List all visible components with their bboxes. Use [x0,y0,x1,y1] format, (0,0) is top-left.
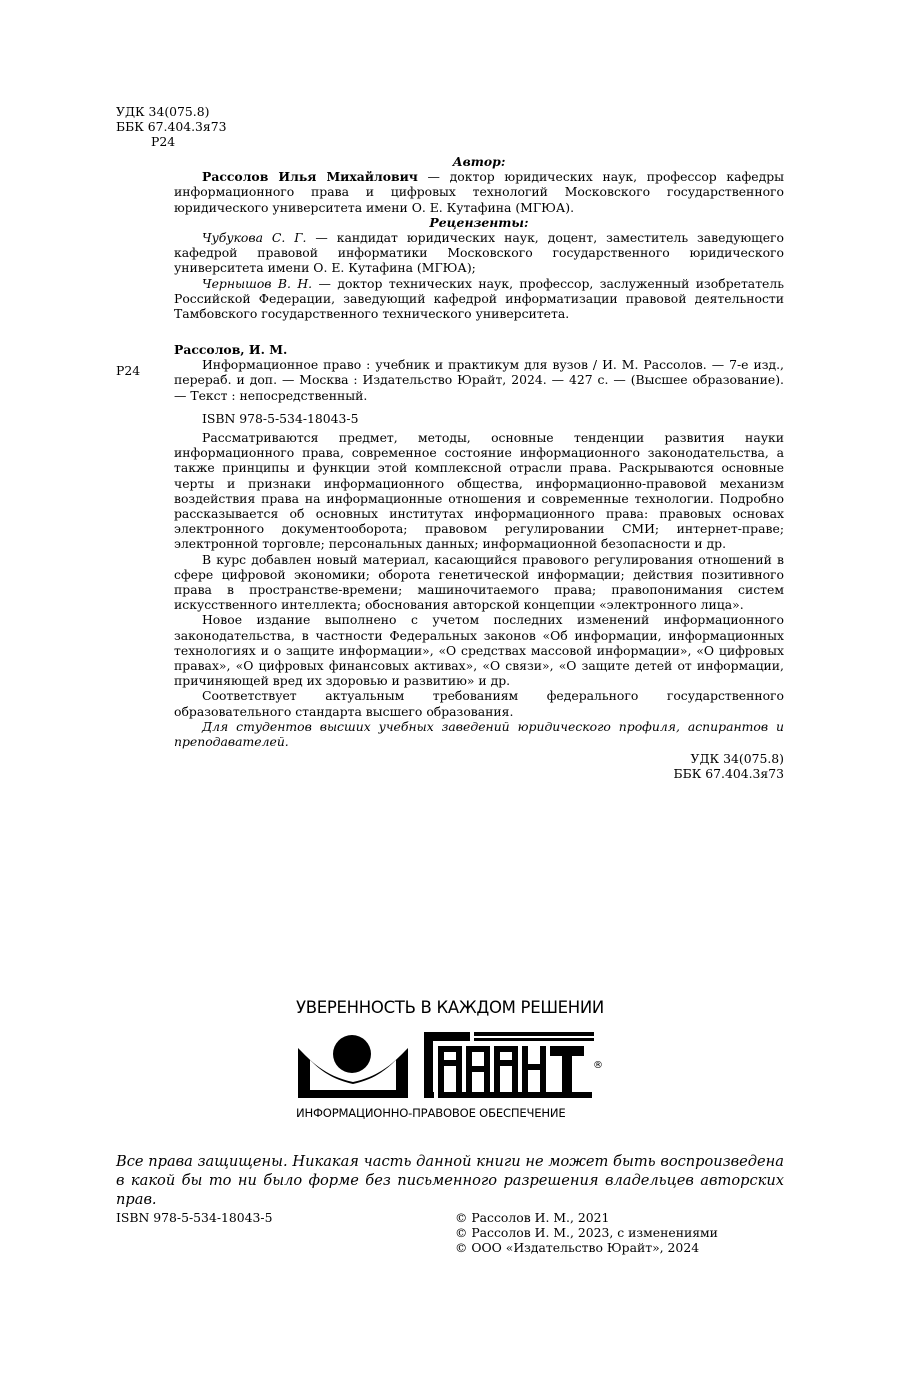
annotation-udk: УДК 34(075.8) [690,751,784,767]
annotation-paragraph: В курс добавлен новый материал, касающийся правового регулирования отношений в сфере цифровой экономики; оборота генетической информации; действия позитивного права в пространстве-времени; машиночитаемого права; правопонимания систем искусственного интеллекта; обоснования авторской концепции «электронного лица». [174,551,784,613]
annotation-bbk: ББК 67.404.3я73 [673,766,784,782]
bbk-code: ББК 67.404.3я73 [116,119,227,135]
author-mark: Р24 [151,134,176,150]
copyright-line: © Рассолов И. М., 2021 [455,1210,610,1225]
reviewers-heading: Рецензенты: [429,214,529,230]
registered-mark: ® [593,1060,603,1071]
rights-notice: Все права защищены. Никакая часть данной книги не может быть воспроизведена в какой бы то ни было форме без письменного разрешения владельцев авторских прав. [116,1153,784,1208]
reviewer-desc: — кандидат юридических наук, доцент, заместитель заведующего кафедрой правовой информатики Московского государственного юридического университета имени О. Е. Кутафина (МГЮА); [174,230,784,276]
bibliographic-record [174,342,784,426]
annotation-block [174,430,784,782]
bib-description: Информационное право : учебник и практикум для вузов / И. М. Рассолов. — 7-е изд., перераб. и доп. — Москва : Издательство Юрайт, 2024. — 427 с. — (Высшее образование). — Текст : непосредственный. [174,357,784,403]
margin-author-mark: Р24 [116,363,141,378]
garant-emblem-icon [298,1035,408,1098]
footer-isbn: ISBN 978-5-534-18043-5 [116,1210,273,1225]
author-heading: Автор: [452,154,506,169]
reviewer-name: Чернышов В. Н. [202,275,313,291]
reviewer-entry [174,276,784,322]
garant-tagline: ИНФОРМАЦИОННО-ПРАВОВОЕ ОБЕСПЕЧЕНИЕ [296,1106,566,1120]
reviewer-desc: — доктор технических наук, профессор, заслуженный изобретатель Российской Федерации, заведующий кафедрой информатизации правовой деятельности Тамбовского государственного технического университета. [174,275,784,322]
annotation-audience: Для студентов высших учебных заведений юридического профиля, аспирантов и преподавателей. [174,718,784,750]
author-desc: — доктор юридических наук, профессор кафедры информационного права и цифровых технологий Московского государственного юридического университета имени О. Е. Кутафина (МГЮА). [174,169,785,215]
garant-logo [296,1030,606,1102]
bib-isbn: ISBN 978-5-534-18043-5 [202,410,359,426]
annotation-paragraph: Новое издание выполнено с учетом последних изменений информационного законодательства, в частности Федеральных законов «Об информации, информационных технологиях и о защите информации», «О средствах массовой информации», «О цифровых правах», «О цифровых финансовых активах», «О связи», «О защите детей от информации, причиняющей вред их здоровью и развитию» и др. [174,612,784,689]
copyright-block [455,1210,718,1256]
annotation-paragraph: Рассматриваются предмет, методы, основные тенденции развития науки информационного права, современное состояние информационного законодательства, а также принципы и функции этой комплексной отрасли права. Раскрываются основные черты и признаки информационного общества, информационно-правовой механизм воздействия права на информационные отношения и современные технологии. Подробно рассказывается об основных институтах информационного права: правовых основах электронного документооборота; правовом регулировании СМИ; интернет-праве; электронной торговле; персональных данных; информационной безопасности и др. [174,430,784,552]
reviewer-entry [174,230,784,276]
annotation-paragraph: Соответствует актуальным требованиям федерального государственного образовательного стандарта высшего образования. [174,688,784,719]
author-name: Рассолов Илья Михайлович [202,169,418,185]
credits-block [174,154,784,321]
garant-brand-text: ГАРАНТ [301,1036,306,1037]
copyright-line: © Рассолов И. М., 2023, с изменениями [455,1225,718,1241]
garant-slogan: УВЕРЕННОСТЬ В КАЖДОМ РЕШЕНИИ [296,998,604,1017]
copyright-line: © ООО «Издательство Юрайт», 2024 [455,1240,700,1256]
author-entry [174,169,784,215]
reviewer-name: Чубукова С. Г. [202,230,307,246]
bib-heading: Рассолов, И. М. [174,342,288,357]
udk-code: УДК 34(075.8) [116,104,210,119]
classification-block [116,104,227,150]
